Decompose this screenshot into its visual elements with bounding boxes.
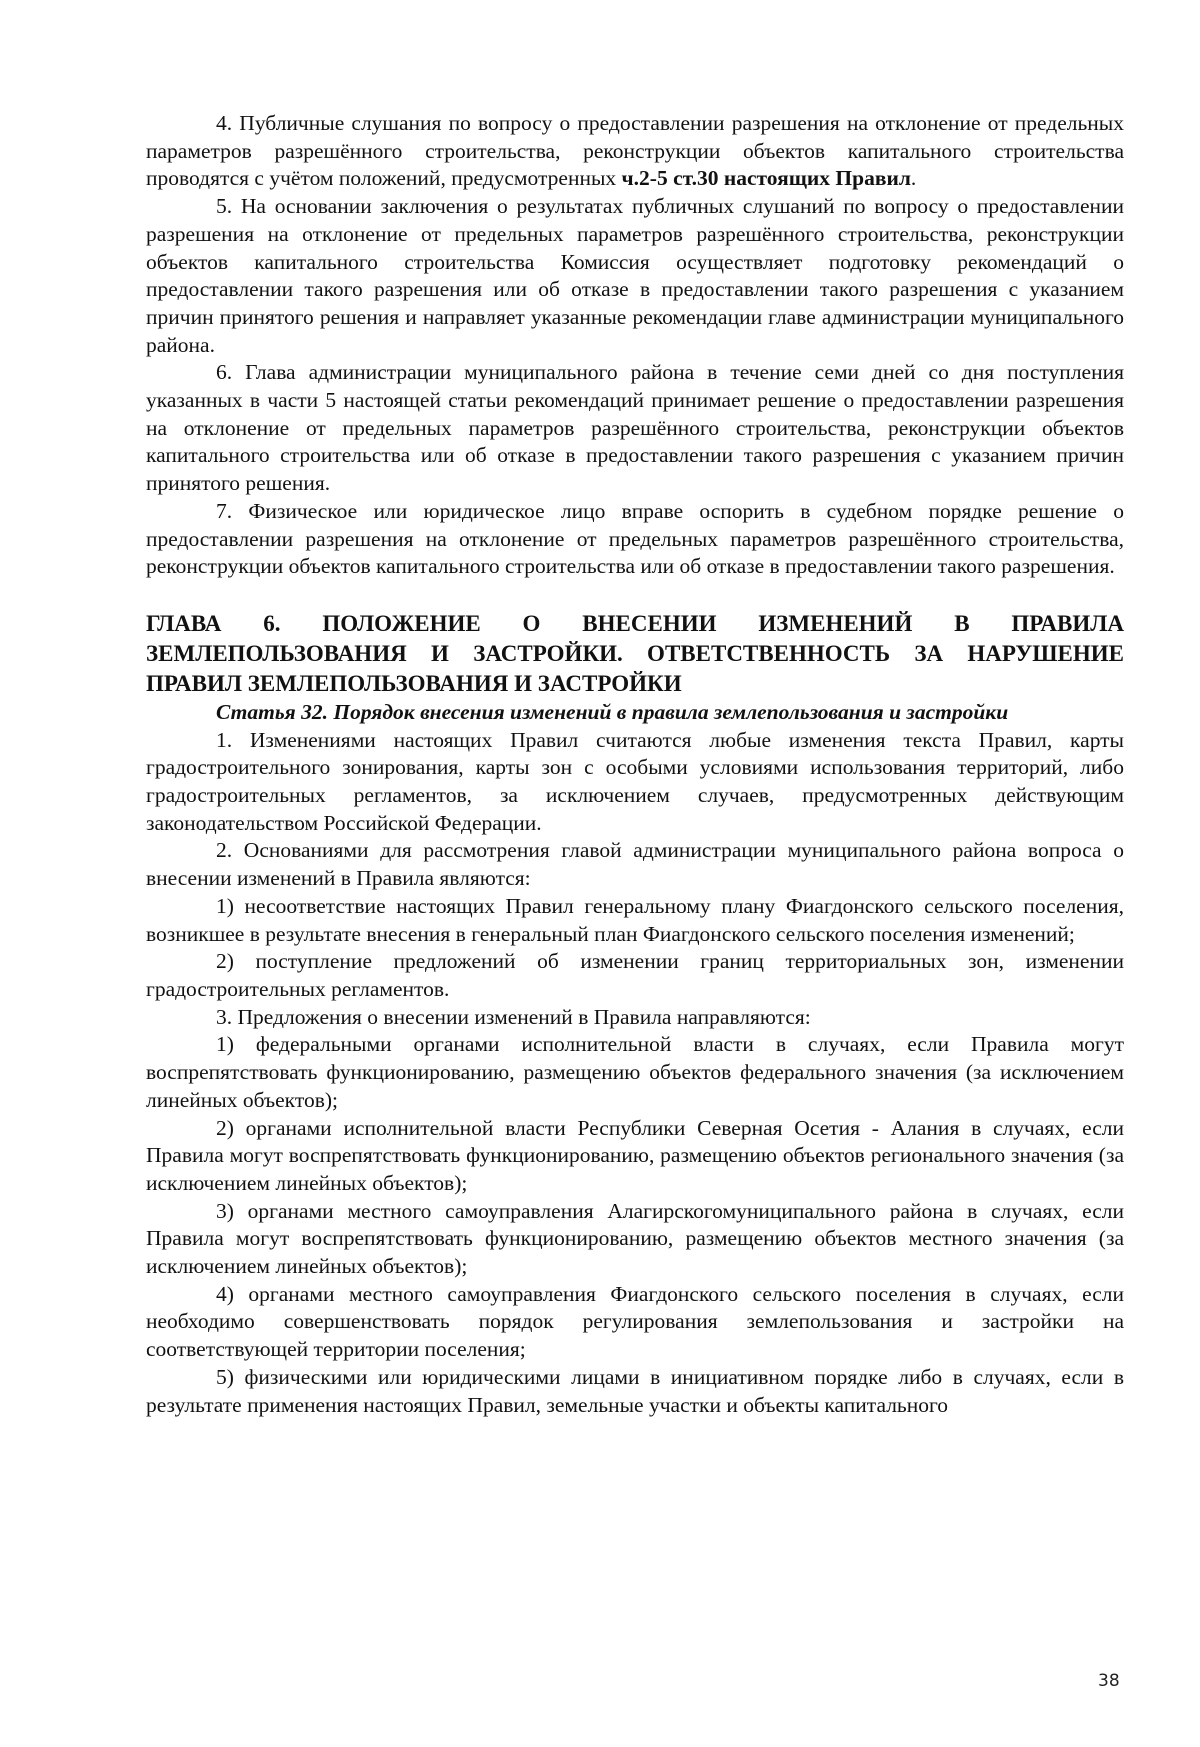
paragraph-7: 7. Физическое или юридическое лицо вправе оспорить в судебном порядке решение о предоставлении разрешения на отклонение от предельных параметров разрешённого строительства, реконструкции объектов капитального строительства или об отказе в предоставлении такого разрешения.: [146, 498, 1124, 579]
article-paragraph: 1) федеральными органами исполнительной власти в случаях, если Правила могут воспрепятствовать функционированию, размещению объектов федерального значения (за исключением линейных объектов);: [146, 1032, 1124, 1112]
paragraph-text: 4. Публичные слушания по вопросу о предоставлении разрешения на отклонение от предельных параметров разрешённого строительства, реконструкции объектов капитального строительства проводятся с учётом положений, предусмотренных: [146, 111, 1124, 191]
bold-reference: ч.2-5 ст.30 настоящих Правил: [621, 166, 911, 191]
article-paragraph: 2) поступление предложений об изменении границ территориальных зон, изменении градостроительных регламентов.: [146, 949, 1124, 1001]
article-paragraph: 2) органами исполнительной власти Республики Северная Осетия - Алания в случаях, если Правила могут воспрепятствовать функционированию, размещению объектов регионального значения (за исключением линейных объектов);: [146, 1115, 1124, 1195]
article-title: Статья 32. Порядок внесения изменений в правила землепользования и застройки: [216, 699, 1009, 724]
article-paragraph: 5) физическими или юридическими лицами в инициативном порядке либо в случаях, если в результате применения настоящих Правил, земельные участки и объекты капитального: [146, 1364, 1124, 1417]
article-paragraph: 1) несоответствие настоящих Правил генеральному плану Фиагдонского сельского поселения, возникшее в результате внесения в генеральный план Фиагдонского сельского поселения изменений;: [146, 893, 1124, 946]
article-paragraph: 3) органами местного самоуправления Алагирскогомуниципального района в случаях, если Правила могут воспрепятствовать функционированию, размещению объектов местного значения (за исключением линейных объектов);: [146, 1198, 1124, 1279]
page-number: 38: [1098, 1671, 1120, 1691]
chapter-heading: ГЛАВА 6. ПОЛОЖЕНИЕ О ВНЕСЕНИИ ИЗМЕНЕНИЙ В ПРАВИЛА ЗЕМЛЕПОЛЬЗОВАНИЯ И ЗАСТРОЙКИ. ОТВЕТСТВЕННОСТЬ ЗА НАРУШЕНИЕ ПРАВИЛ ЗЕМЛЕПОЛЬЗОВАНИЯ И ЗАСТРОЙКИ: [146, 610, 1124, 696]
article-paragraph: 3. Предложения о внесении изменений в Правила направляются:: [216, 1004, 811, 1029]
document-page: [146, 110, 1124, 1419]
article-paragraph: 4) органами местного самоуправления Фиагдонского сельского поселения в случаях, если необходимо совершенствовать порядок регулирования землепользования и застройки на соответствующей территории поселения;: [146, 1281, 1124, 1362]
paragraph-text: .: [910, 166, 917, 191]
paragraph-5: 5. На основании заключения о результатах публичных слушаний по вопросу о предоставлении разрешения на отклонение от предельных параметров разрешённого строительства, реконструкции объектов капитального строительства Комиссия осуществляет подготовку рекомендаций о предоставлении такого разрешения или об отказе в предоставлении такого разрешения с указанием причин принятого решения и направляет указанные рекомендации главе администрации муниципального района.: [146, 194, 1124, 357]
paragraph-6: 6. Глава администрации муниципального района в течение семи дней со дня поступления указанных в части 5 настоящей статьи рекомендаций принимает решение о предоставлении разрешения на отклонение от предельных параметров разрешённого строительства, реконструкции объектов капитального строительства или об отказе в предоставлении такого разрешения с указанием причин принятого решения.: [146, 360, 1124, 496]
article-paragraph: 2. Основаниями для рассмотрения главой администрации муниципального района вопроса о внесении изменений в Правила являются:: [146, 838, 1124, 891]
paragraph-4: [146, 110, 1124, 193]
article-paragraph: 1. Изменениями настоящих Правил считаются любые изменения текста Правил, карты градостроительного зонирования, карты зон с особыми условиями использования территорий, либо градостроительных регламентов, за исключением случаев, предусмотренных действующим законодательством Российской Федерации.: [146, 727, 1124, 835]
